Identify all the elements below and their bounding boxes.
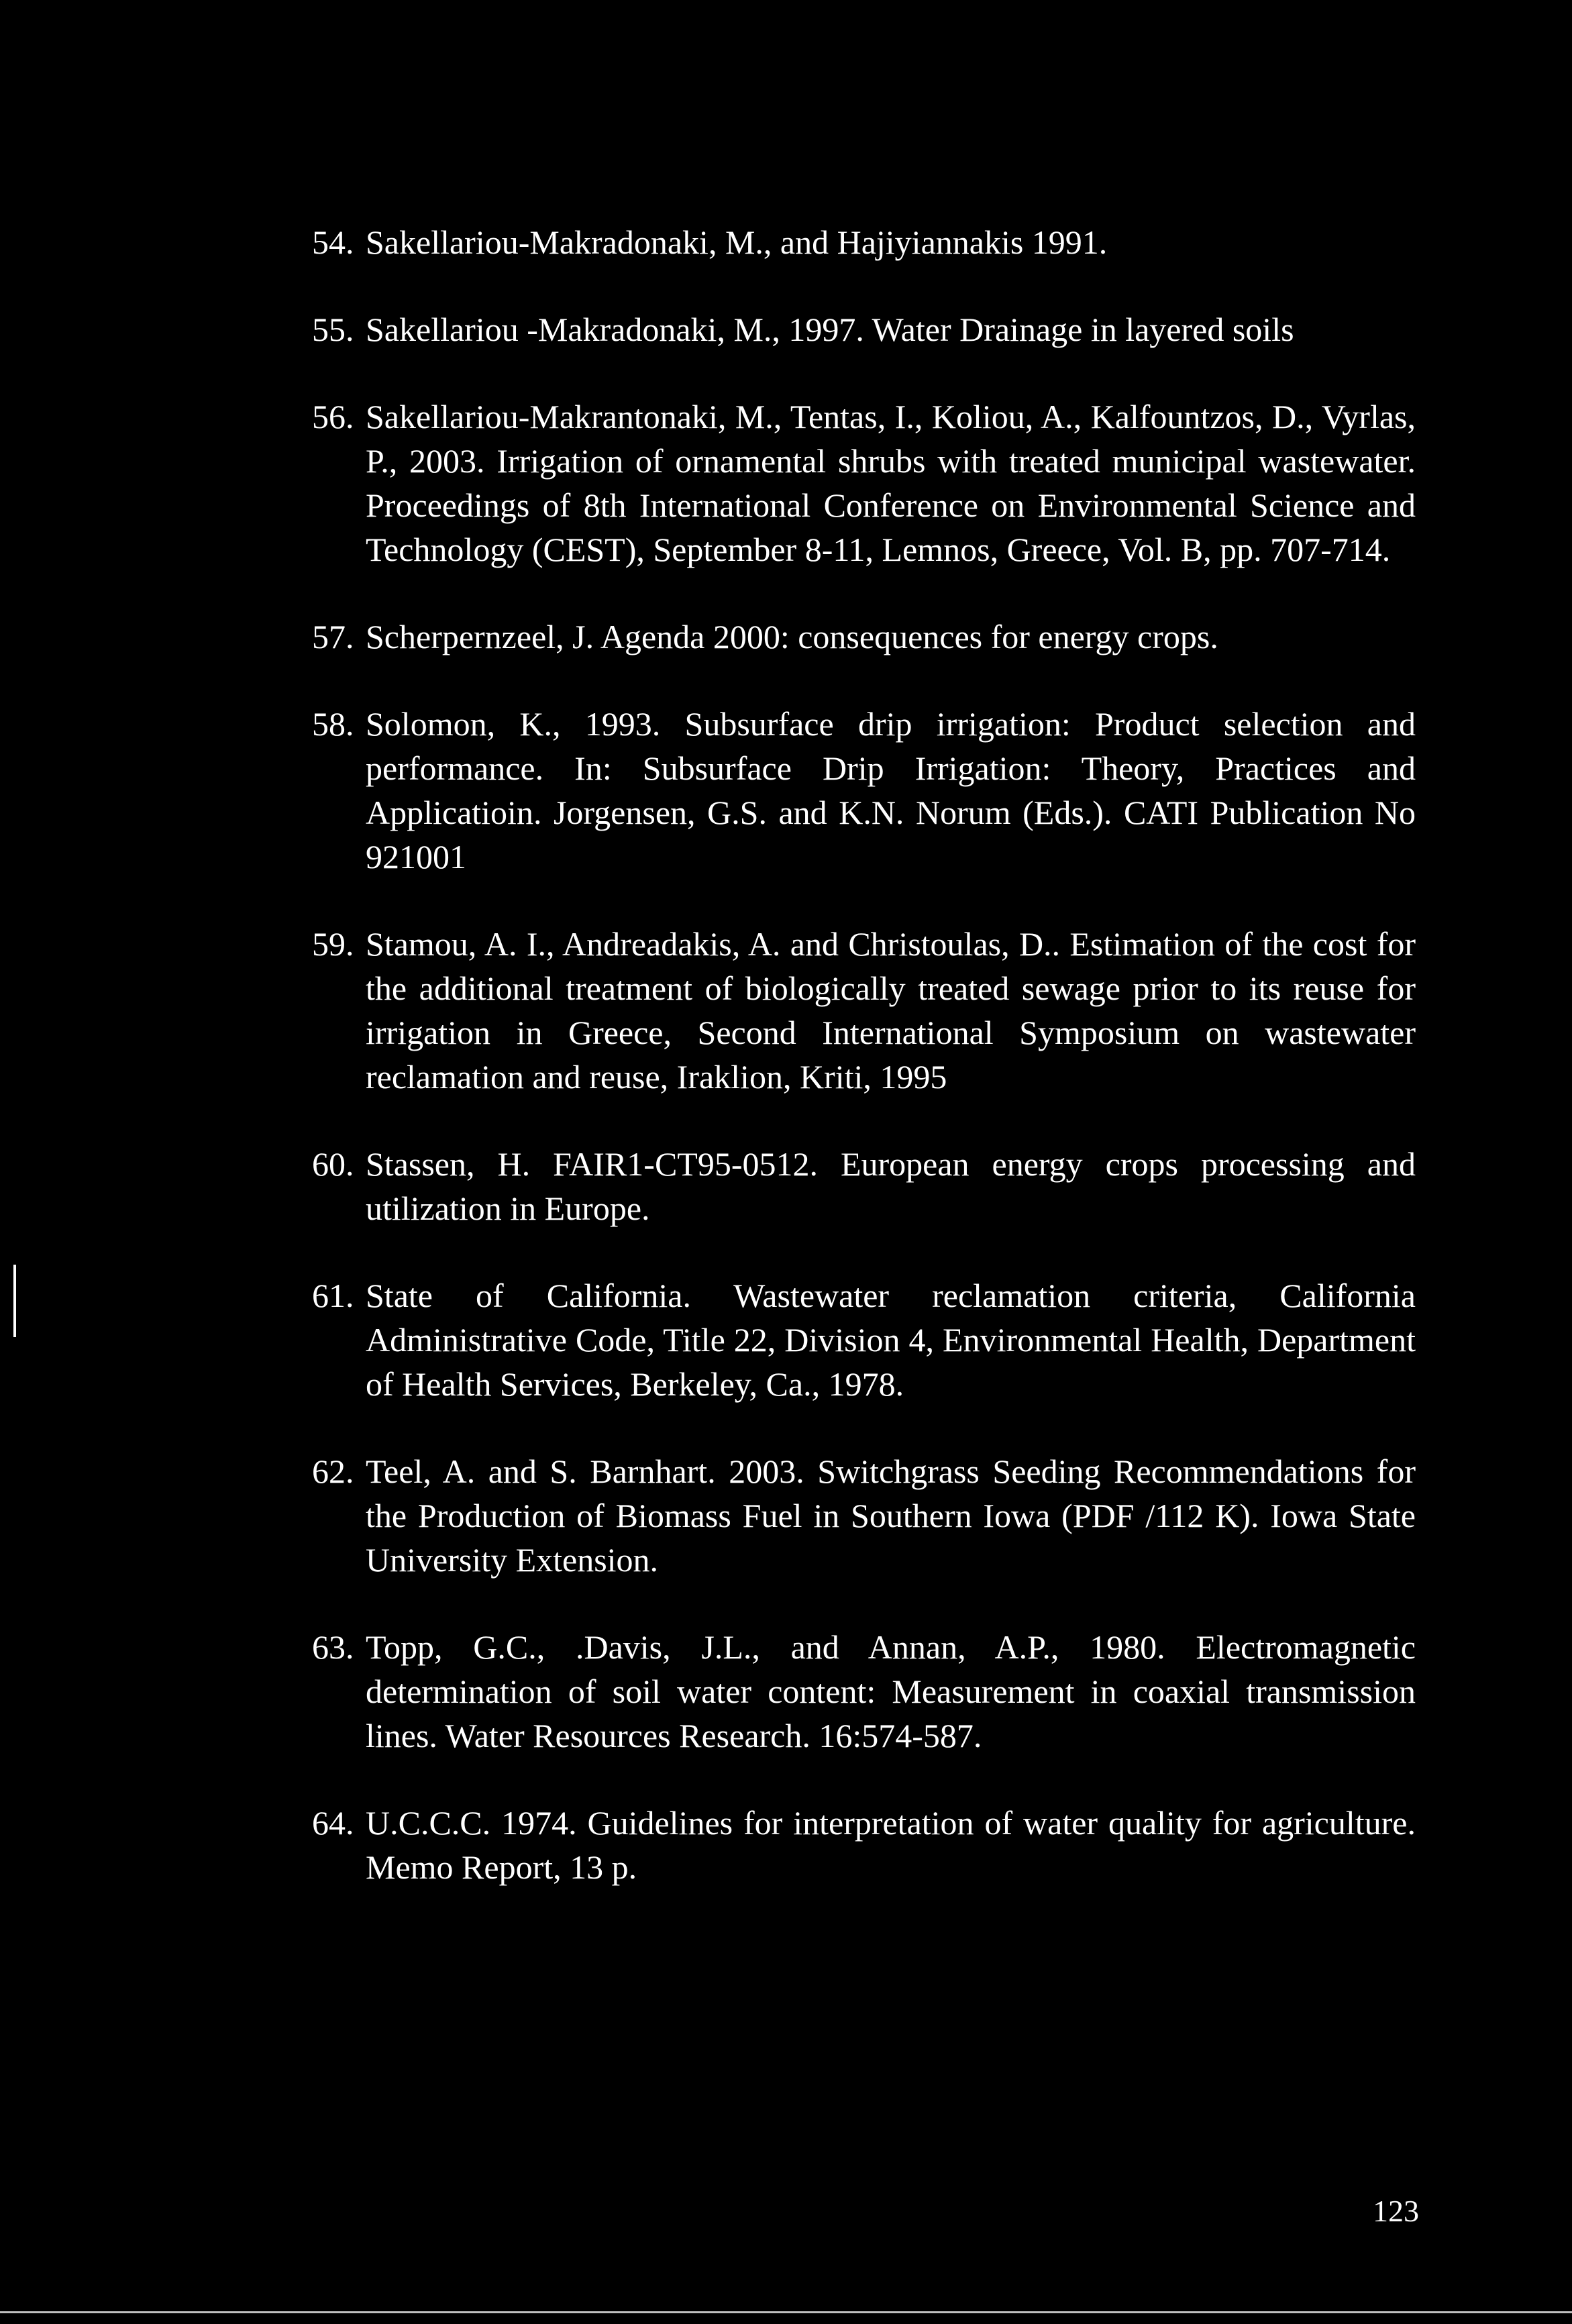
reference-number: 55. <box>312 311 354 348</box>
reference-number: 56. <box>312 398 354 435</box>
reference-number: 59. <box>312 925 354 963</box>
reference-item <box>312 220 1416 264</box>
reference-item <box>312 307 1416 352</box>
reference-item <box>312 615 1416 659</box>
reference-item <box>312 1449 1416 1582</box>
reference-text: Solomon, K., 1993. Subsurface drip irrigation: Product selection and performance. In: Subsurface Drip Irrigation: Theory, Practices and Applicatioin. Jorgensen, G.S. and K.N. Norum (Eds.). CATI Publication No 921001 <box>366 705 1416 876</box>
reference-number: 62. <box>312 1452 354 1490</box>
reference-item <box>312 1625 1416 1758</box>
reference-text: Sakellariou-Makrantonaki, M., Tentas, I., Koliou, A., Kalfountzos, D., Vyrlas, P., 2003. Irrigation of ornamental shrubs with treated municipal wastewater. Proceedings of 8th International Conference on Environmental Science and Technology (CEST), September 8-11, Lemnos, Greece, Vol. B, pp. 707-714. <box>366 398 1416 568</box>
reference-text: Teel, A. and S. Barnhart. 2003. Switchgrass Seeding Recommendations for the Production of Biomass Fuel in Southern Iowa (PDF /112 K). Iowa State University Extension. <box>366 1452 1416 1579</box>
page-number: 123 <box>1373 2194 1419 2228</box>
reference-number: 54. <box>312 223 354 261</box>
reference-item <box>312 922 1416 1099</box>
reference-text: Stamou, A. I., Andreadakis, A. and Christoulas, D.. Estimation of the cost for the additional treatment of biologically treated sewage prior to its reuse for irrigation in Greece, Second International Symposium on wastewater reclamation and reuse, Iraklion, Kriti, 1995 <box>366 925 1416 1096</box>
reference-text: Topp, G.C., .Davis, J.L., and Annan, A.P., 1980. Electromagnetic determination of soil water content: Measurement in coaxial transmission lines. Water Resources Research. 16:574-587. <box>366 1628 1416 1754</box>
reference-list <box>312 220 1416 1889</box>
reference-number: 60. <box>312 1145 354 1183</box>
reference-number: 64. <box>312 1804 354 1842</box>
reference-item <box>312 1801 1416 1889</box>
reference-item <box>312 1142 1416 1230</box>
reference-number: 61. <box>312 1277 354 1314</box>
reference-item <box>312 1273 1416 1406</box>
reference-item <box>312 702 1416 879</box>
reference-number: 57. <box>312 618 354 655</box>
reference-text: Stassen, H. FAIR1-CT95-0512. European energy crops processing and utilization in Europe. <box>366 1145 1416 1227</box>
reference-text: Scherpernzeel, J. Agenda 2000: consequences for energy crops. <box>366 618 1218 655</box>
bottom-rule <box>0 2311 1572 2313</box>
reference-item <box>312 394 1416 572</box>
reference-text: State of California. Wastewater reclamation criteria, California Administrative Code, Title 22, Division 4, Environmental Health, Department of Health Services, Berkeley, Ca., 1978. <box>366 1277 1416 1403</box>
reference-text: Sakellariou -Makradonaki, M., 1997. Water Drainage in layered soils <box>366 311 1294 348</box>
margin-mark <box>13 1265 16 1337</box>
reference-text: U.C.C.C. 1974. Guidelines for interpretation of water quality for agriculture. Memo Report, 13 p. <box>366 1804 1416 1886</box>
reference-number: 63. <box>312 1628 354 1666</box>
reference-text: Sakellariou-Makradonaki, M., and Hajiyiannakis 1991. <box>366 223 1108 261</box>
reference-number: 58. <box>312 705 354 743</box>
